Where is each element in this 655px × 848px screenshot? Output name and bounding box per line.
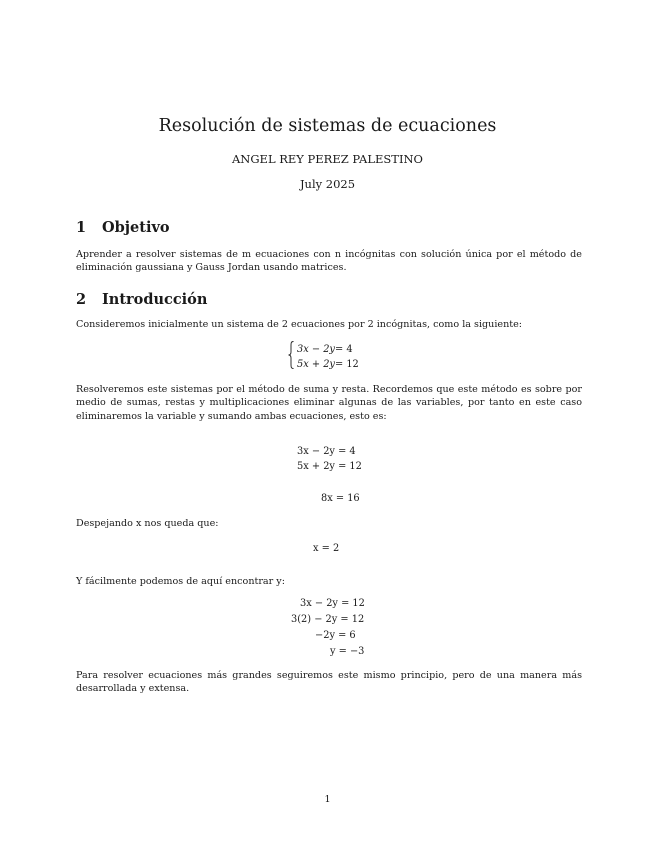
y-row-4: y = −3 [330,646,365,657]
y-row-1: 3x − 2y = 12 [300,598,365,609]
left-brace-icon [288,341,294,369]
find-y-paragraph: Y fácilmente podemos de aquí encontrar y: [76,576,285,587]
system-row-2-rhs: = 12 [335,359,359,370]
document-author: ANGEL REY PEREZ PALESTINO [232,152,423,166]
closing-paragraph: Para resolver ecuaciones más grandes seguiremos este mismo principio, pero de una manera más desarrollada y extensa. [76,670,582,695]
document-title: Resolución de sistemas de ecuaciones [158,116,497,136]
sum-row-2: 5x + 2y = 12 [297,461,362,472]
page-number: 1 [324,794,331,805]
objetivo-paragraph: Aprender a resolver sistemas de m ecuaciones con n incógnitas con solución única por el método de eliminación gaussiana y Gauss Jordan usando matrices. [76,249,582,274]
y-row-2: 3(2) − 2y = 12 [291,614,365,625]
y-row-3: −2y = 6 [315,630,356,641]
method-paragraph: Resolveremos este sistemas por el método de suma y resta. Recordemos que este método es sobre por medio de sumas, restas y multiplicaciones eliminar algunas de las variables, por tanto en este caso eliminaremos la variable y sumando ambas ecuaciones, esto es: [76,384,582,422]
section-title: Introducción [102,291,208,308]
section-heading-objetivo [76,219,170,236]
document-date: July 2025 [299,177,356,191]
section-heading-introduccion [76,291,207,308]
intro-paragraph: Consideremos inicialmente un sistema de 2 ecuaciones por 2 incógnitas, como la siguiente: [76,319,523,330]
sum-row-1: 3x − 2y = 4 [297,446,356,457]
system-row-1-rhs: = 4 [335,344,353,355]
sum-result: 8x = 16 [321,493,360,504]
section-number: 2 [76,291,87,308]
despejando-paragraph: Despejando x nos queda que: [76,518,219,529]
system-row-2-lhs: 5x + 2y [297,359,335,370]
section-title: Objetivo [102,219,170,236]
section-number: 1 [76,219,87,236]
system-row-1-lhs: 3x − 2y [297,344,335,355]
x-result: x = 2 [313,543,340,554]
